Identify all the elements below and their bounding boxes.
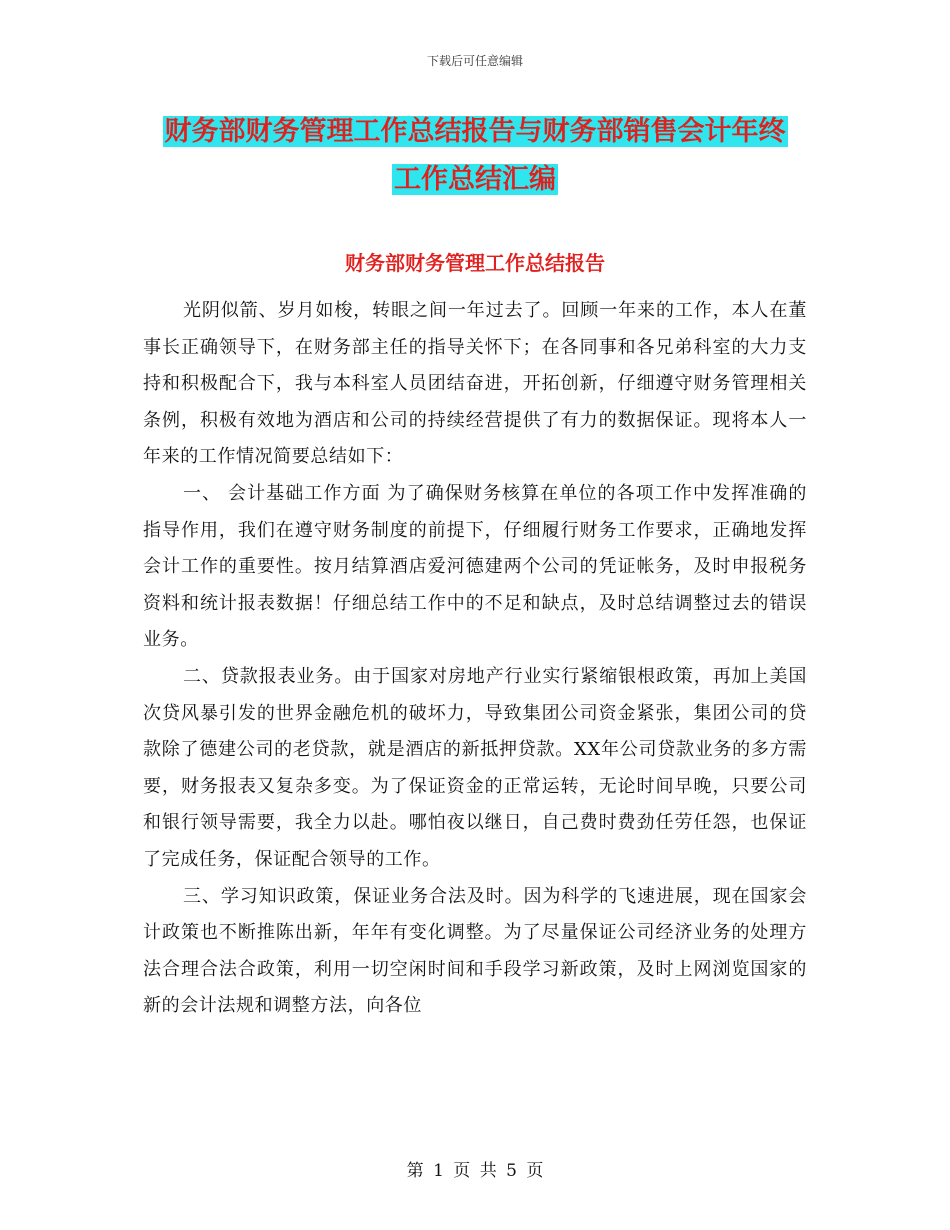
document-title-line-2: 工作总结汇编 xyxy=(394,164,556,195)
header-note: 下载后可任意编辑 xyxy=(426,54,523,68)
page-number: 第 1 页 共 5 页 xyxy=(406,1161,544,1181)
document-title xyxy=(140,108,810,204)
paragraph-accounting-basics: 一、 会计基础工作方面 为了确保财务核算在单位的各项工作中发挥准确的指导作用，我们在遵守财务制度的前提下，仔细履行财务工作要求，正确地发挥会计工作的重要性。按月结算酒店爱河德建两个公司的凭证帐务，及时申报税务资料和统计报表数据！仔细总结工作中的不足和缺点，及时总结调整过去的错误业务。 xyxy=(143,482,807,651)
paragraph-policy-learning: 三、学习知识政策，保证业务合法及时。因为科学的飞速进展，现在国家会计政策也不断推陈出新，年年有变化调整。为了尽量保证公司经济业务的处理方法合理合法合政策，利用一切空闲时间和手段学习新政策，及时上网浏览国家的新的会计法规和调整方法，向各位 xyxy=(143,885,807,1017)
paragraph-intro: 光阴似箭、岁月如梭，转眼之间一年过去了。回顾一年来的工作，本人在董事长正确领导下，在财务部主任的指导关怀下；在各同事和各兄弟科室的大力支持和积极配合下，我与本科室人员团结奋进，开拓创新，仔细遵守财务管理相关条例，积极有效地为酒店和公司的持续经营提供了有力的数据保证。现将本人一年来的工作情况简要总结如下： xyxy=(143,300,807,468)
document-title-line-1: 财务部财务管理工作总结报告与财务部销售会计年终 xyxy=(164,116,786,147)
document-body xyxy=(143,293,807,1025)
paragraph-loan-reports: 二、贷款报表业务。由于国家对房地产行业实行紧缩银根政策，再加上美国次贷风暴引发的世界金融危机的破坏力，导致集团公司资金紧张，集团公司的贷款除了德建公司的老贷款，就是酒店的新抵押贷款。XX年公司贷款业务的多方需要，财务报表又复杂多变。为了保证资金的正常运转，无论时间早晚，只要公司和银行领导需要，我全力以赴。哪怕夜以继日，自己费时费劲任劳任怨，也保证了完成任务，保证配合领导的工作。 xyxy=(143,665,807,870)
section-title: 财务部财务管理工作总结报告 xyxy=(345,251,605,275)
